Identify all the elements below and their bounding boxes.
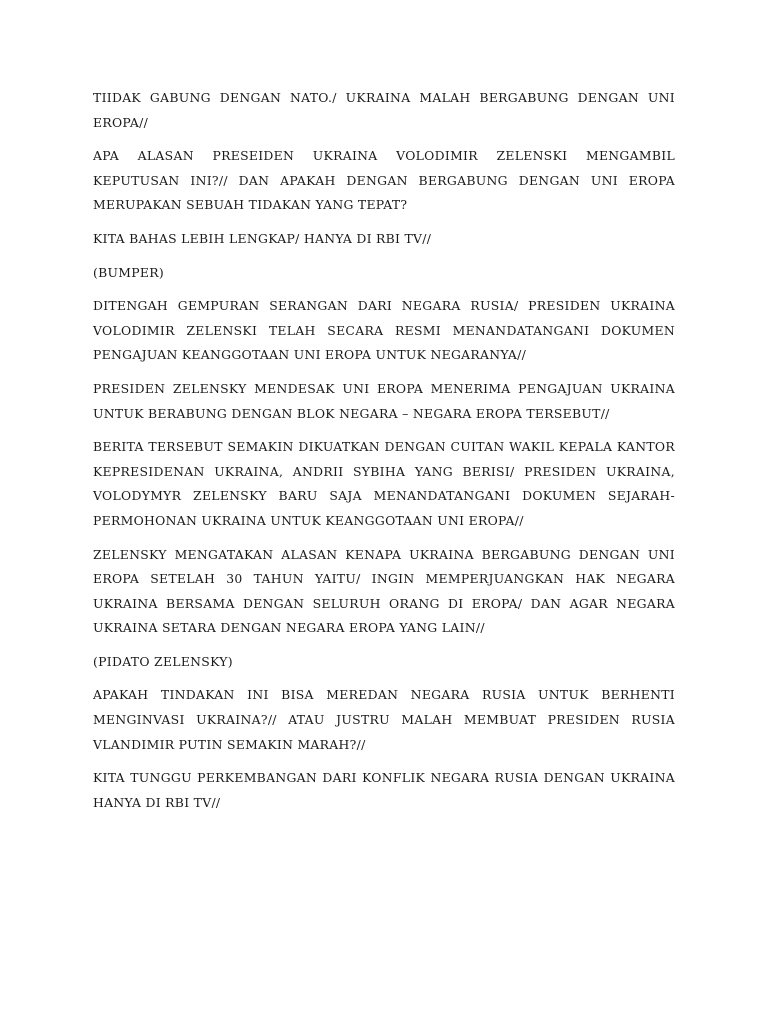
paragraph-speech: (PIDATO ZELENSKY) <box>93 653 233 669</box>
paragraph-russia-question: APAKAH TINDAKAN INI BISA MEREDAN NEGARA RUSIA UNTUK BERHENTI MENGINVASI UKRAINA?// ATAU JUSTRU MALAH MEMBUAT PRESIDEN RUSIA VLANDIMIR PUTIN SEMAKIN MARAH?// <box>93 687 675 752</box>
paragraph-urging: PRESIDEN ZELENSKY MENDESAK UNI EROPA MENERIMA PENGAJUAN UKRAINA UNTUK BERABUNG DENGAN BLOK NEGARA – NEGARA EROPA TERSEBUT// <box>93 380 675 421</box>
paragraph-question: APA ALASAN PRESEIDEN UKRAINA VOLODIMIR ZELENSKI MENGAMBIL KEPUTUSAN INI?// DAN APAKAH DENGAN BERGABUNG DENGAN UNI EROPA MERUPAKAN SEBUAH TIDAKAN YANG TEPAT? <box>93 148 675 213</box>
paragraph-signing: DITENGAH GEMPURAN SERANGAN DARI NEGARA RUSIA/ PRESIDEN UKRAINA VOLODIMIR ZELENSKI TELAH SECARA RESMI MENANDATANGANI DOKUMEN PENGAJUAN KEANGGOTAAN UNI EROPA UNTUK NEGARANYA// <box>93 298 675 363</box>
paragraph-teaser: KITA BAHAS LEBIH LENGKAP/ HANYA DI RBI TV// <box>93 230 432 246</box>
paragraph-bumper: (BUMPER) <box>93 264 165 280</box>
paragraph-reason: ZELENSKY MENGATAKAN ALASAN KENAPA UKRAINA BERGABUNG DENGAN UNI EROPA SETELAH 30 TAHUN YAITU/ INGIN MEMPERJUANGKAN HAK NEGARA UKRAINA BERSAMA DENGAN SELURUH ORANG DI EROPA/ DAN AGAR NEGARA UKRAINA SETARA DENGAN NEGARA EROPA YANG LAIN// <box>93 546 675 636</box>
paragraph-headline: TIIDAK GABUNG DENGAN NATO./ UKRAINA MALAH BERGABUNG DENGAN UNI EROPA// <box>93 90 675 130</box>
paragraph-closing: KITA TUNGGU PERKEMBANGAN DARI KONFLIK NEGARA RUSIA DENGAN UKRAINA HANYA DI RBI TV// <box>93 770 675 810</box>
paragraph-tweet: BERITA TERSEBUT SEMAKIN DIKUATKAN DENGAN CUITAN WAKIL KEPALA KANTOR KEPRESIDENAN UKRAINA, ANDRII SYBIHA YANG BERISI/ PRESIDEN UKRAINA, VOLODYMYR ZELENSKY BARU SAJA MENANDATANGANI DOKUMEN SEJARAH-PERMOHONAN UKRAINA UNTUK KEANGGOTAAN UNI EROPA// <box>93 439 675 528</box>
document-body <box>93 86 675 824</box>
